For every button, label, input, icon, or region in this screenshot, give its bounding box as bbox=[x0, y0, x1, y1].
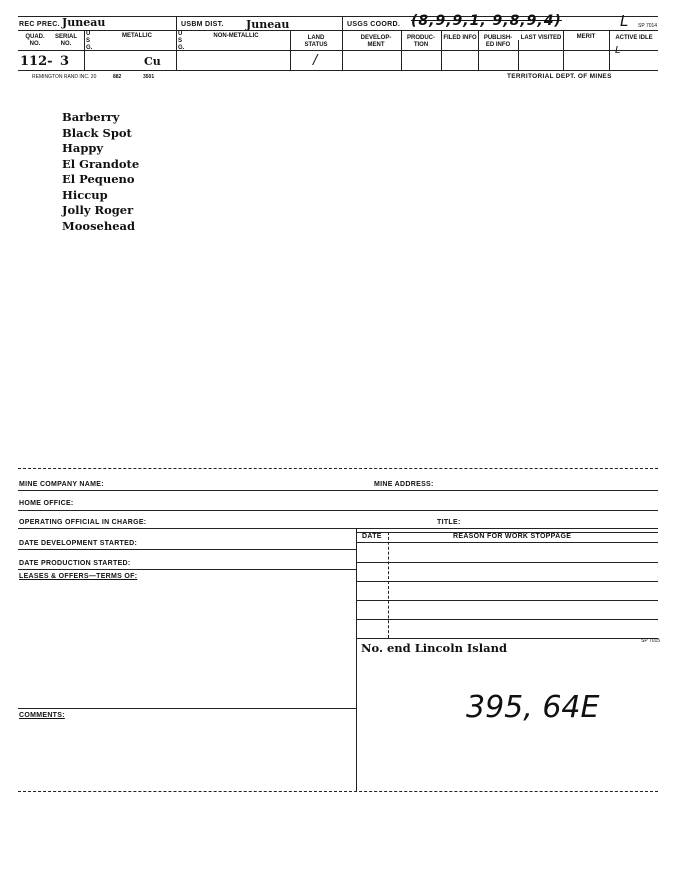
leases-offers-label: LEASES & OFFERS—TERMS OF: bbox=[19, 573, 138, 580]
reason-column-header: REASON FOR WORK STOPPAGE bbox=[453, 533, 572, 540]
record-metallic: Cu bbox=[144, 55, 161, 68]
home-office-label: HOME OFFICE: bbox=[19, 500, 74, 507]
col-serial-no: SERIAL NO. bbox=[54, 34, 77, 47]
record-land-status: / bbox=[313, 53, 318, 68]
date-development-started-label: DATE DEVELOPMENT STARTED: bbox=[19, 540, 138, 547]
list-item: Jolly Roger bbox=[62, 203, 134, 217]
list-item: Black Spot bbox=[62, 125, 132, 140]
col-merit: MERIT bbox=[576, 34, 596, 40]
mine-name-list bbox=[62, 110, 139, 234]
record-active-idle-mark: L bbox=[615, 45, 621, 56]
list-item: Hiccup bbox=[62, 187, 108, 202]
col-development: DEVELOP- MENT bbox=[360, 35, 392, 48]
usbm-dist-value: Juneau bbox=[246, 18, 290, 31]
col-quad-no: QUAD. NO. bbox=[25, 34, 45, 47]
rec-prec-value: Juneau bbox=[62, 16, 106, 29]
record-serial: 3 bbox=[60, 54, 70, 69]
col-usg-nonmetallic: U S G. bbox=[178, 31, 185, 51]
usbm-dist-label: USBM DIST. bbox=[181, 21, 224, 28]
form-code-bottom: SP 7015 bbox=[641, 638, 661, 644]
col-filed-info: FILED INFO bbox=[443, 35, 477, 41]
usgs-coord-value: (8,9,9,1, 9,8,9,4) bbox=[411, 13, 562, 29]
mine-address-label: MINE ADDRESS: bbox=[374, 481, 434, 488]
printer-num2: 3501 bbox=[143, 74, 155, 80]
date-production-started-label: DATE PRODUCTION STARTED: bbox=[19, 560, 131, 567]
col-non-metallic: NON-METALLIC bbox=[213, 33, 259, 39]
form-code-top: SP 7014 bbox=[638, 23, 658, 29]
list-item: El Grandote bbox=[62, 156, 140, 171]
title-label: TITLE: bbox=[437, 519, 461, 526]
col-production: PRODUC- TION bbox=[407, 35, 435, 48]
col-active-idle: ACTIVE IDLE bbox=[615, 35, 653, 41]
corner-mark: L bbox=[620, 12, 629, 30]
printer-num1: 882 bbox=[113, 74, 122, 80]
handwritten-code: 395, 64E bbox=[466, 690, 600, 725]
list-item: El Pequeno bbox=[62, 172, 135, 186]
col-last-visited: LAST VISITED bbox=[520, 35, 562, 41]
usgs-coord-label: USGS COORD. bbox=[347, 21, 401, 28]
record-quad: 112- bbox=[20, 54, 53, 69]
department-name: TERRITORIAL DEPT. OF MINES bbox=[507, 73, 612, 80]
date-column-header: DATE bbox=[362, 533, 382, 540]
col-usg-metallic: U S G. bbox=[86, 31, 93, 51]
location-note: No. end Lincoln Island bbox=[361, 641, 508, 655]
col-metallic: METALLIC bbox=[122, 33, 152, 39]
mine-company-name-label: MINE COMPANY NAME: bbox=[19, 481, 104, 488]
col-published-info: PUBLISH- ED INFO bbox=[483, 35, 513, 48]
list-item: Moosehead bbox=[62, 218, 136, 233]
operating-official-label: OPERATING OFFICIAL IN CHARGE: bbox=[19, 519, 147, 526]
list-item: Barberry bbox=[62, 110, 120, 124]
col-land-status: LAND STATUS bbox=[304, 35, 328, 48]
rec-prec-label: REC PREC. bbox=[19, 21, 60, 28]
comments-label: COMMENTS: bbox=[19, 712, 65, 719]
list-item: Happy bbox=[62, 141, 104, 155]
printer-imprint: REMINGTON RAND INC. 20 bbox=[32, 74, 97, 80]
